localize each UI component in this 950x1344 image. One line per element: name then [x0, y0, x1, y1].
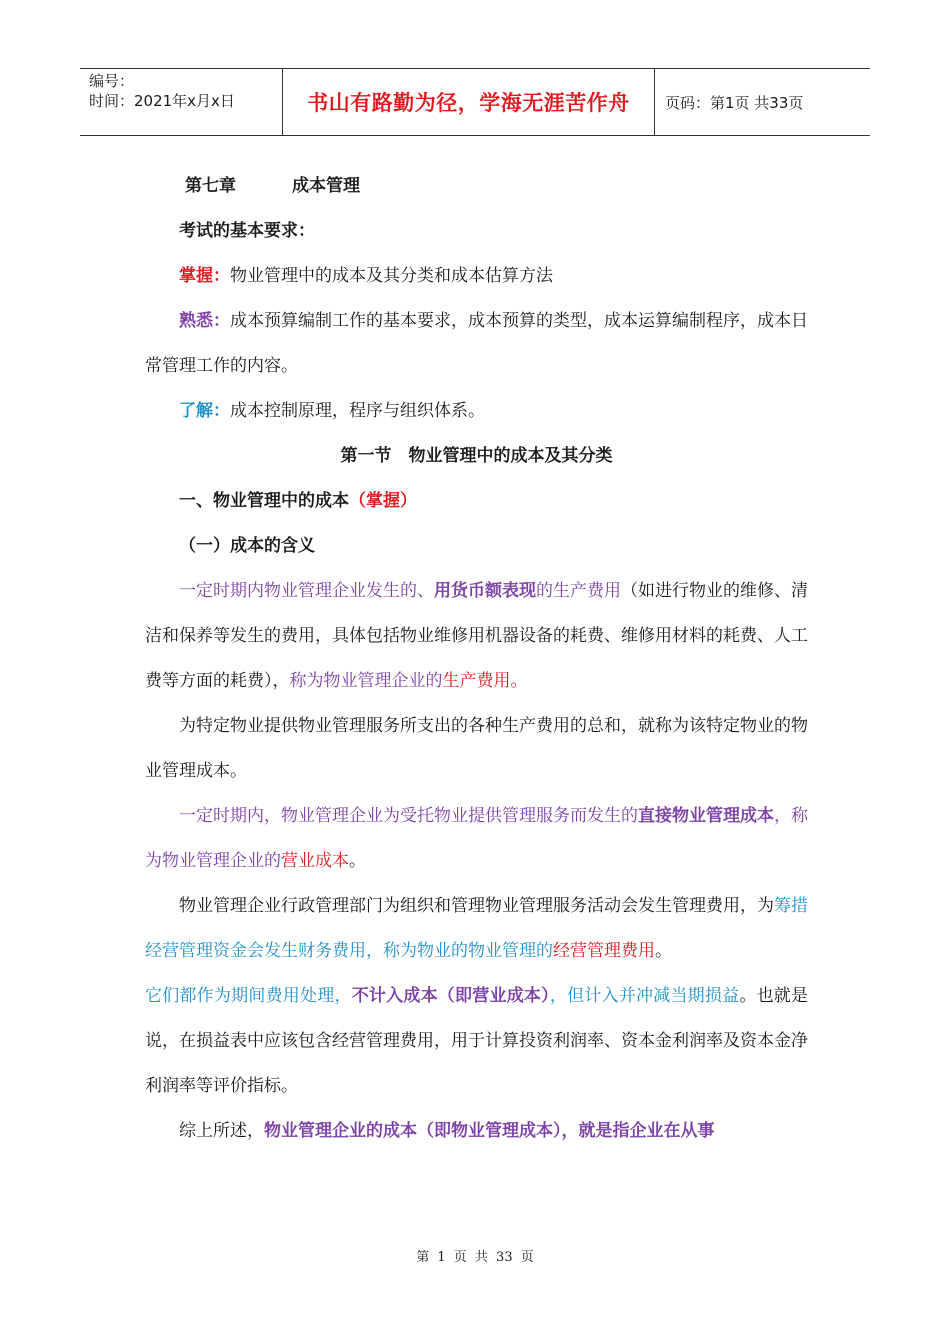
requirements-heading: 考试的基本要求： — [179, 221, 315, 241]
p6-a: 综上所述， — [179, 1121, 264, 1141]
familiar-tag: 熟悉： — [179, 311, 230, 331]
subsection-1-text: 一、物业管理中的成本 — [179, 491, 349, 511]
subsection-2: （一）成本的含义 — [179, 536, 315, 556]
requirement-familiar — [145, 299, 808, 389]
requirement-master — [145, 254, 808, 299]
paragraph-3 — [145, 794, 808, 884]
p3-a: 一定时期内，物业管理企业为受托物业提供管理服务而发生的 — [179, 806, 638, 826]
paragraph-6 — [145, 1109, 808, 1154]
paragraph-1 — [145, 569, 808, 704]
p4-d: 。 — [655, 941, 672, 961]
chapter-title — [145, 164, 808, 209]
subsection-1 — [145, 479, 808, 524]
paragraph-5 — [145, 974, 808, 1109]
p1-b: 用货币额表现 — [434, 581, 536, 601]
p3-d: 营业成本 — [281, 851, 349, 871]
page-footer: 第 1 页 共 33 页 — [416, 1250, 534, 1265]
p1-a: 一定时期内物业管理企业发生的、 — [179, 581, 434, 601]
requirement-understand — [145, 389, 808, 434]
p1-f: 生产费用 — [442, 671, 511, 691]
p3-b: 直接物业管理成本 — [638, 806, 774, 826]
p1-e: 称为物业管理企业的 — [289, 671, 443, 691]
time-label: 时间：2021年x月x日 — [89, 92, 235, 110]
document-header — [80, 68, 870, 136]
p4-a: 物业管理企业行政管理部门为组织和管理物业管理服务活动会发生管理费用，为 — [179, 896, 774, 916]
familiar-text: 成本预算编制工作的基本要求，成本预算的类型，成本运算编制程序，成本日常管理工作的内容。 — [145, 311, 808, 376]
document-body — [145, 164, 808, 1154]
header-meta — [80, 69, 283, 135]
subsection-1-tag: （掌握） — [349, 491, 417, 511]
chapter-name: 成本管理 — [292, 176, 360, 196]
section-title: 第一节 物业管理中的成本及其分类 — [340, 446, 613, 466]
p5-d: 。也就是说，在损益表中应该包含经营管理费用，用于计算投资利润率、资本金利润率及资本金净利润率等评价指标。 — [145, 986, 809, 1096]
paragraph-2: 为特定物业提供物业管理服务所支出的各种生产费用的总和，就称为该特定物业的物业管理成本。 — [145, 716, 808, 781]
understand-text: 成本控制原理，程序与组织体系。 — [230, 401, 485, 421]
master-text: 物业管理中的成本及其分类和成本估算方法 — [230, 266, 553, 286]
p3-c: ，称为物业管理企业的 — [145, 806, 808, 871]
paragraph-4 — [145, 884, 808, 974]
p5-c: ，但计入并冲减当期损益 — [549, 986, 740, 1006]
header-motto: 书山有路勤为径，学海无涯苦作舟 — [283, 69, 655, 135]
p5-a: 它们都作为期间费用处理， — [145, 986, 352, 1006]
number-label: 编号： — [89, 72, 135, 90]
p5-b: 不计入成本（即营业成本） — [351, 986, 550, 1006]
header-page-info: 页码：第1页 共33页 — [665, 93, 804, 112]
p4-c: 经营管理费用 — [553, 941, 655, 961]
p1-d: （如进行物业的维修、清洁和保养等发生的费用，具体包括物业维修用机器设备的耗费、维修用材料的耗费、人工费等方面的耗费）， — [145, 581, 808, 691]
p6-b: 物业管理企业的成本（即物业管理成本），就是指企业在从事 — [264, 1121, 715, 1141]
p3-e: 。 — [349, 851, 366, 871]
chapter-number: 第七章 — [185, 176, 236, 196]
master-tag: 掌握： — [179, 266, 230, 286]
understand-tag: 了解： — [179, 401, 230, 421]
p1-g: 。 — [510, 671, 528, 691]
p1-c: 的生产费用 — [536, 581, 621, 601]
p4-b: 筹措经营管理资金会发生财务费用，称为物业的物业管理的 — [145, 896, 808, 961]
